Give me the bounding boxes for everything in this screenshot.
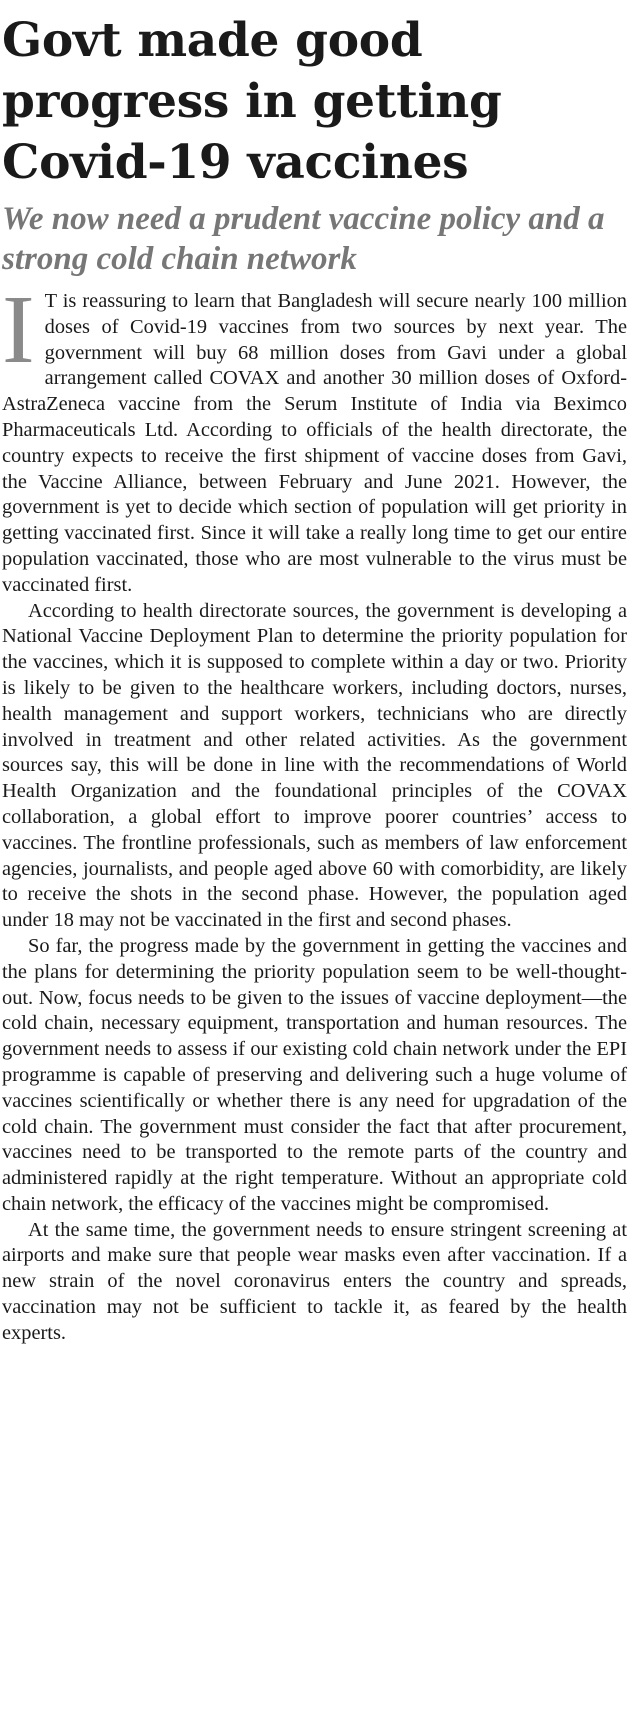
- article-body: [2, 276, 627, 1347]
- paragraph-2: According to health directorate sources, the government is developing a National Vaccine Deployment Plan to determine the priority population for the vaccines, which it is supposed to complete within a day or two. Priority is likely to be given to the healthcare workers, including doctors, nurses, health management and support workers, technicians who are directly involved in treatment and other related activities. As the government sources say, this will be done in line with the recommendations of World Health Organization and the foundational principles of the COVAX collaboration, a global effort to improve poorer countries’ access to vaccines. The frontline professionals, such as members of law enforcement agencies, journalists, and people aged above 60 with comorbidity, are likely to receive the shots in the second phase. However, the population aged under 18 may not be vaccinated in the first and second phases.: [2, 599, 627, 932]
- subheadline: We now need a prudent vaccine policy and a strong cold chain network: [2, 201, 605, 277]
- drop-cap: I: [2, 276, 35, 384]
- paragraph-4: At the same time, the government needs to ensure stringent screening at airports and make sure that people wear masks even after vaccination. If a new strain of the novel coronavirus enters the country and spreads, vaccination may not be sufficient to tackle it, as feared by the health experts.: [2, 1218, 627, 1344]
- paragraph-1: [2, 276, 627, 599]
- paragraph-1-text: T is reassuring to learn that Bangladesh will secure nearly 100 million doses of Covid-19 vaccines from two sources by next year. The government will buy 68 million doses from Gavi under a global arrangement called COVAX and another 30 million doses of Oxford-AstraZeneca vaccine from the Serum Institute of India via Beximco Pharmaceuticals Ltd. According to officials of the health directorate, the country expects to receive the first shipment of vaccine doses from Gavi, the Vaccine Alliance, between February and June 2021. However, the government is yet to decide which section of population will get priority in getting vaccinated first. Since it will take a really long time to get our entire population vaccinated, those who are most vulnerable to the virus must be vaccinated first.: [2, 290, 627, 596]
- paragraph-3: So far, the progress made by the government in getting the vaccines and the plans for determining the priority population seem to be well-thought-out. Now, focus needs to be given to the issues of vaccine deployment—the cold chain, necessary equipment, transportation and human resources. The government needs to assess if our existing cold chain network under the EPI programme is capable of preserving and delivering such a huge volume of vaccines scientifically or whether there is any need for upgradation of the cold chain. The government must consider the fact that after procurement, vaccines need to be transported to the remote parts of the country and administered rapidly at the right temperature. Without an appropriate cold chain network, the efficacy of the vaccines might be compromised.: [2, 934, 627, 1215]
- headline: Govt made good progress in getting Covid-19 vaccines: [2, 13, 502, 190]
